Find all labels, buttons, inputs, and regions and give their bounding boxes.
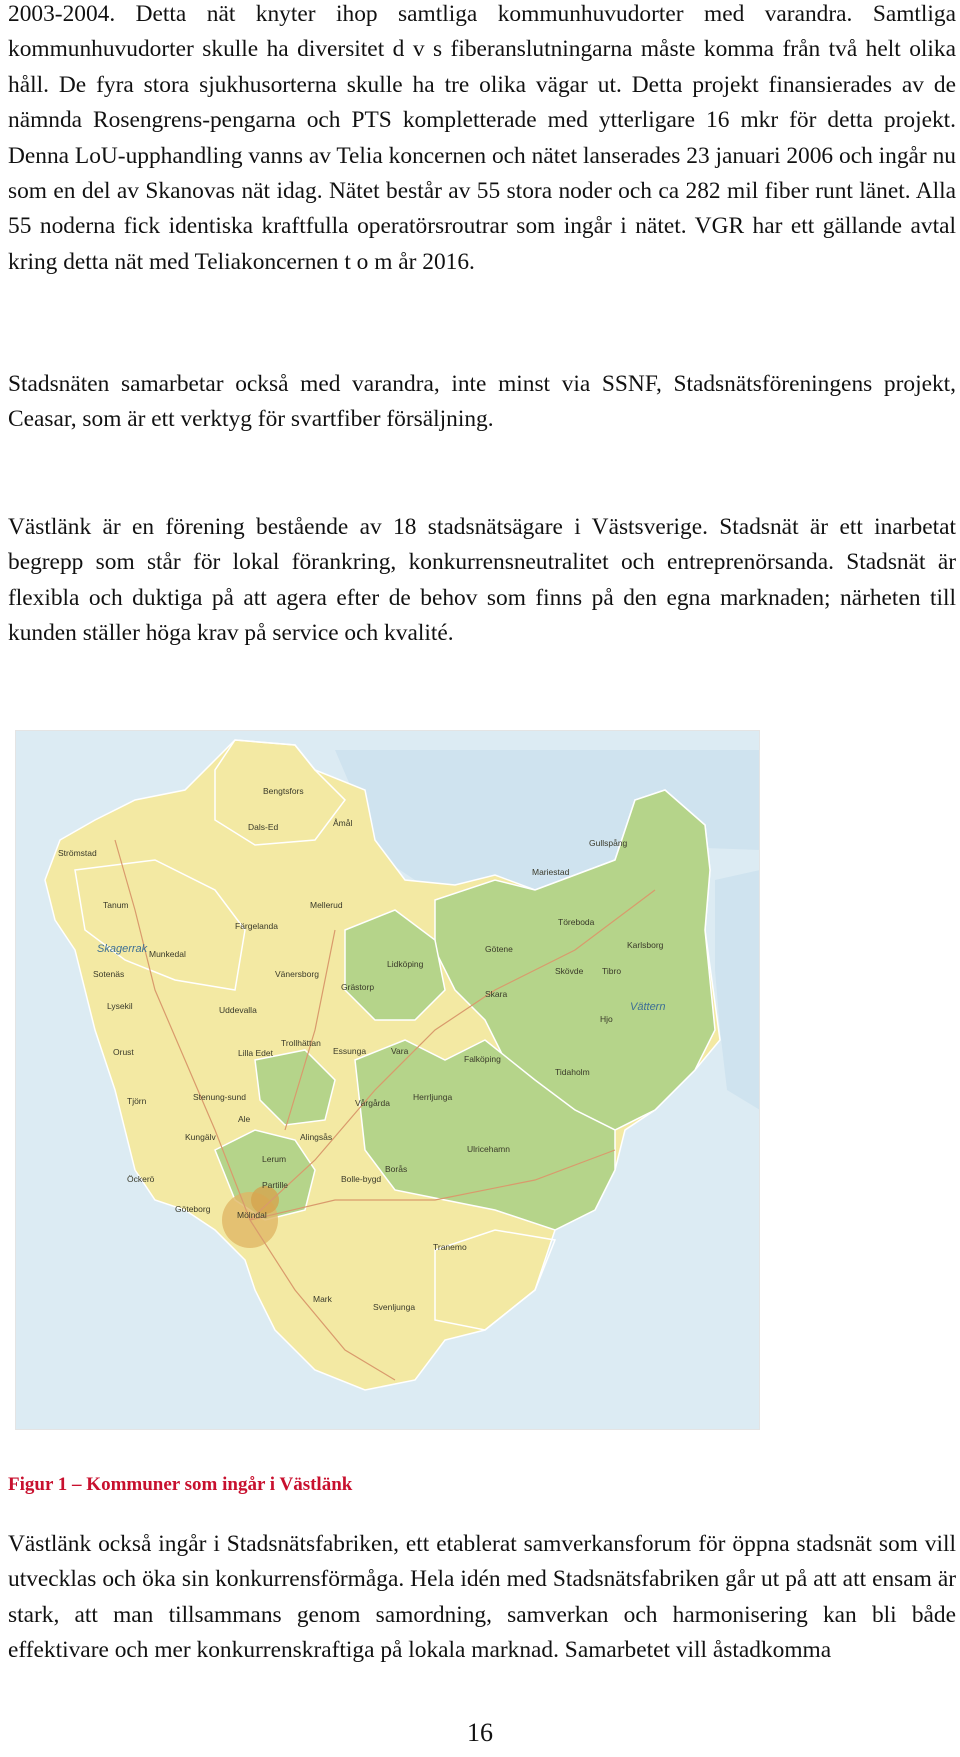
body-paragraph: Västlänk är en förening bestående av 18 stadsnätsägare i Västsverige. Stadsnät är ett inarbetat begrepp som står för lokal förankring, konkurrensneutralitet och entreprenörsanda. Stadsnät är flexibla och duktiga på att agera efter de behov som finns på den egna marknaden; närheten till kunden ställer höga krav på service och kvalité. (8, 514, 956, 647)
map-label: Herrljunga (413, 1092, 453, 1102)
map-label: Tranemo (433, 1242, 467, 1252)
vastra-gotaland-map (15, 730, 760, 1430)
map-label: Partille (262, 1180, 288, 1190)
map-label: Stenung-sund (193, 1092, 246, 1102)
map-label: Töreboda (558, 917, 595, 927)
map-label: Lidköping (387, 959, 424, 969)
region-map-figure (15, 730, 760, 1430)
map-label: Tjörn (127, 1096, 147, 1106)
map-label: Göteborg (175, 1204, 211, 1214)
map-label: Lilla Edet (238, 1048, 273, 1058)
figure-caption: Figur 1 – Kommuner som ingår i Västlänk (8, 1474, 353, 1495)
map-label: Uddevalla (219, 1005, 257, 1015)
map-label: Hjo (600, 1014, 613, 1024)
body-paragraph: 2003-2004. Detta nät knyter ihop samtliga kommunhuvudorter med varandra. Samtliga kommunhuvudorter skulle ha diversitet d v s fiberanslutningarna måste komma från två helt olika håll. De fyra stora sjukhusorterna skulle ha tre olika vägar ut. Detta projekt finansierades av de nämnda Rosengrens-pengarna och PTS kompletterade med ytterligare 16 mkr för detta projekt. Denna LoU-upphandling vanns av Telia koncernen och nätet lanserades 23 januari 2006 och ingår nu som en del av Skanovas nät idag. Nätet består av 55 stora noder och ca 282 mil fiber runt länet. Alla 55 noderna fick identiska kraftfulla operatörsroutrar som ingår i nätet. VGR har ett gällande avtal kring detta nät med Teliakoncernen t o m år 2016. (8, 1, 956, 275)
map-label: Sotenäs (93, 969, 125, 979)
lake-label: Vättern (630, 1001, 666, 1013)
map-label: Färgelanda (235, 921, 279, 931)
map-label: Dals-Ed (248, 822, 279, 832)
page-number: 16 (467, 1718, 493, 1747)
map-label: Svenljunga (373, 1302, 416, 1312)
map-label: Lerum (262, 1154, 287, 1164)
map-label: Alingsås (300, 1132, 333, 1142)
map-label: Mark (313, 1294, 332, 1304)
map-label: Ulricehamn (467, 1144, 510, 1154)
map-label: Orust (113, 1047, 134, 1057)
map-label: Gullspång (589, 838, 628, 848)
map-label: Mariestad (532, 867, 570, 877)
map-label: Skara (485, 989, 508, 999)
map-label: Bolle-bygd (341, 1174, 382, 1184)
map-label: Essunga (333, 1046, 367, 1056)
map-label: Strömstad (58, 848, 97, 858)
map-label: Mölndal (237, 1210, 267, 1220)
body-paragraph: Västlänk också ingår i Stadsnätsfabriken, ett etablerat samverkansforum för öppna stadsnät som vill utvecklas och öka sin konkurrensförmåga. Hela idén med Stadsnätsfabriken går ut på att att ensam är stark, att man tillsammans genom samordning, samverkan och harmonisering kan bli både effektivare och mer konkurrenskraftiga på lokala marknad. Samarbetet vill åstadkomma (8, 1531, 956, 1664)
map-label: Vänersborg (275, 969, 319, 979)
map-label: Vara (391, 1046, 409, 1056)
map-label: Ale (238, 1114, 251, 1124)
map-label: Borås (385, 1164, 408, 1174)
body-paragraph: Stadsnäten samarbetar också med varandra, inte minst via SSNF, Stadsnätsföreningens projekt, Ceasar, som är ett verktyg för svartfiber försäljning. (8, 371, 956, 433)
map-label: Götene (485, 944, 513, 954)
map-label: Falköping (464, 1054, 501, 1064)
map-label: Mellerud (310, 900, 343, 910)
map-label: Tanum (103, 900, 129, 910)
map-label: Trollhättan (281, 1038, 321, 1048)
map-label: Lysekil (107, 1001, 133, 1011)
map-label: Grästorp (341, 982, 375, 992)
map-label: Munkedal (149, 949, 186, 959)
map-label: Åmål (333, 818, 353, 828)
map-label: Kungälv (185, 1132, 216, 1142)
map-label: Karlsborg (627, 940, 664, 950)
map-label: Tibro (602, 966, 622, 976)
map-label: Vårgårda (355, 1098, 390, 1108)
map-label: Tidaholm (555, 1067, 590, 1077)
map-label: Skövde (555, 966, 584, 976)
map-label: Öckerö (127, 1174, 155, 1184)
map-label: Bengtsfors (263, 786, 304, 796)
sea-label: Skagerrak (97, 943, 148, 955)
